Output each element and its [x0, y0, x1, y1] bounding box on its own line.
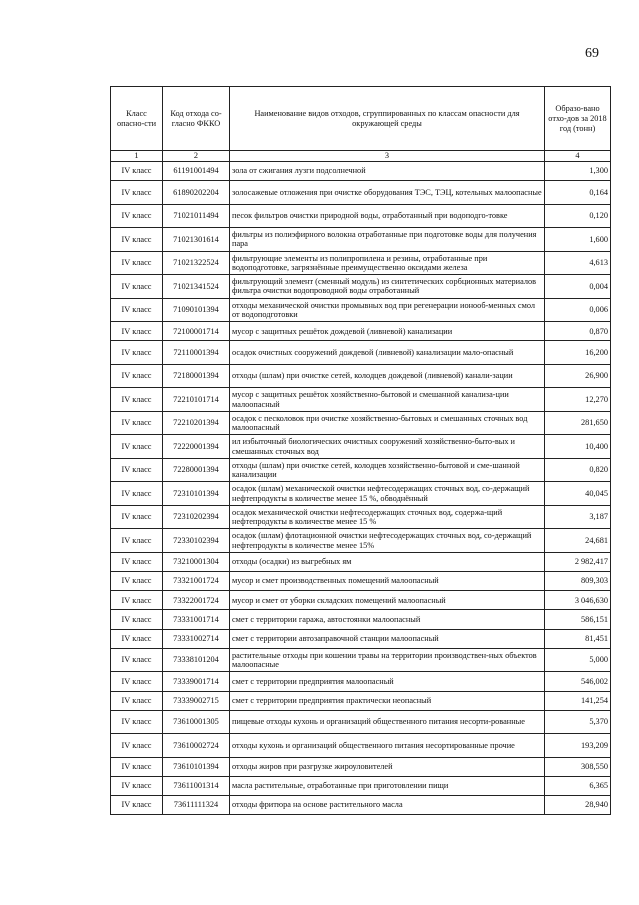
waste-amount-cell: 0,004 [545, 275, 611, 299]
header-name: Наименование видов отходов, сгруппированных по классам опасности для окружающей среды [230, 87, 545, 151]
hazard-class-cell: IV класс [111, 341, 163, 365]
table-row [111, 776, 611, 795]
header-class: Класс опасно-сти [111, 87, 163, 151]
waste-name-cell: мусор с защитных решёток дождевой (ливневой) канализации [230, 322, 545, 341]
table-row [111, 710, 611, 734]
waste-name-cell: пищевые отходы кухонь и организаций общественного питания несорти-рованные [230, 710, 545, 734]
hazard-class-cell: IV класс [111, 181, 163, 205]
table-row [111, 341, 611, 365]
table-row [111, 648, 611, 672]
waste-code-cell: 73339001714 [163, 672, 230, 691]
waste-name-cell: масла растительные, отработанные при приготовлении пищи [230, 776, 545, 795]
waste-name-cell: осадок механической очистки нефтесодержащих сточных вод, содержа-щий нефтепродукты в количестве менее 15 % [230, 505, 545, 529]
waste-code-cell: 61890202204 [163, 181, 230, 205]
hazard-class-cell: IV класс [111, 629, 163, 648]
waste-code-cell: 73611111324 [163, 796, 230, 815]
table-body [111, 162, 611, 815]
column-number: 4 [545, 151, 611, 162]
table-row [111, 275, 611, 299]
waste-name-cell: отходы жиров при разгрузке жироуловителей [230, 757, 545, 776]
hazard-class-cell: IV класс [111, 228, 163, 252]
waste-code-cell: 73321001724 [163, 572, 230, 591]
hazard-class-cell: IV класс [111, 610, 163, 629]
hazard-class-cell: IV класс [111, 796, 163, 815]
table-row [111, 691, 611, 710]
table-row [111, 757, 611, 776]
table-row [111, 322, 611, 341]
waste-name-cell: фильтрующий элемент (сменный модуль) из синтетических сорбционных материалов фильтра очистки водопроводной воды отработанный [230, 275, 545, 299]
waste-code-cell: 73210001304 [163, 552, 230, 571]
hazard-class-cell: IV класс [111, 648, 163, 672]
waste-name-cell: мусор и смет от уборки складских помещений малоопасный [230, 591, 545, 610]
waste-amount-cell: 4,613 [545, 251, 611, 275]
hazard-class-cell: IV класс [111, 204, 163, 228]
waste-amount-cell: 1,600 [545, 228, 611, 252]
waste-code-cell: 72220001394 [163, 435, 230, 459]
waste-name-cell: мусор и смет производственных помещений малоопасный [230, 572, 545, 591]
waste-amount-cell: 0,006 [545, 298, 611, 322]
waste-amount-cell: 308,550 [545, 757, 611, 776]
waste-code-cell: 73611001314 [163, 776, 230, 795]
waste-name-cell: смет с территории гаража, автостоянки малоопасный [230, 610, 545, 629]
waste-amount-cell: 2 982,417 [545, 552, 611, 571]
hazard-class-cell: IV класс [111, 482, 163, 506]
hazard-class-cell: IV класс [111, 322, 163, 341]
hazard-class-cell: IV класс [111, 734, 163, 758]
waste-amount-cell: 0,820 [545, 458, 611, 482]
table-row [111, 364, 611, 388]
waste-name-cell: отходы (шлам) при очистке сетей, колодцев хозяйственно-бытовой и сме-шанной канализации [230, 458, 545, 482]
waste-code-cell: 71090101394 [163, 298, 230, 322]
table-row [111, 228, 611, 252]
waste-name-cell: осадок очистных сооружений дождевой (ливневой) канализации мало-опасный [230, 341, 545, 365]
hazard-class-cell: IV класс [111, 591, 163, 610]
hazard-class-cell: IV класс [111, 364, 163, 388]
table-row [111, 482, 611, 506]
waste-code-cell: 71021301614 [163, 228, 230, 252]
waste-code-cell: 72180001394 [163, 364, 230, 388]
waste-name-cell: осадок (шлам) флотационной очистки нефтесодержащих сточных вод, со-держащий нефтепродукты в количестве менее 15% [230, 529, 545, 553]
table-row [111, 251, 611, 275]
waste-code-cell: 73331002714 [163, 629, 230, 648]
waste-name-cell: ил избыточный биологических очистных сооружений хозяйственно-быто-вых и смешанных сточных вод [230, 435, 545, 459]
waste-name-cell: отходы фритюра на основе растительного масла [230, 796, 545, 815]
waste-code-cell: 73322001724 [163, 591, 230, 610]
header-code: Код отхода со-гласно ФККО [163, 87, 230, 151]
waste-code-cell: 73610101394 [163, 757, 230, 776]
waste-name-cell: смет с территории автозаправочной станции малоопасный [230, 629, 545, 648]
table-row [111, 298, 611, 322]
waste-code-cell: 72100001714 [163, 322, 230, 341]
waste-amount-cell: 12,270 [545, 388, 611, 412]
waste-amount-cell: 26,900 [545, 364, 611, 388]
waste-name-cell: фильтрующие элементы из полипропилена и резины, отработанные при водоподготовке, загрязнённые преимущественно оксидами железа [230, 251, 545, 275]
hazard-class-cell: IV класс [111, 505, 163, 529]
table-header [111, 87, 611, 162]
hazard-class-cell: IV класс [111, 435, 163, 459]
table-row [111, 162, 611, 181]
table-row [111, 734, 611, 758]
waste-name-cell: смет с территории предприятия практически неопасный [230, 691, 545, 710]
waste-name-cell: растительные отходы при кошении травы на территории производствен-ных объектов малоопасные [230, 648, 545, 672]
waste-table [110, 86, 611, 815]
waste-code-cell: 61191001494 [163, 162, 230, 181]
waste-code-cell: 72110001394 [163, 341, 230, 365]
waste-code-cell: 73339002715 [163, 691, 230, 710]
waste-name-cell: зола от сжигания лузги подсолнечной [230, 162, 545, 181]
column-number: 3 [230, 151, 545, 162]
waste-name-cell: песок фильтров очистки природной воды, отработанный при водоподго-товке [230, 204, 545, 228]
waste-code-cell: 72310202394 [163, 505, 230, 529]
table-row [111, 529, 611, 553]
table-row [111, 610, 611, 629]
hazard-class-cell: IV класс [111, 552, 163, 571]
hazard-class-cell: IV класс [111, 776, 163, 795]
table-row [111, 591, 611, 610]
waste-amount-cell: 5,370 [545, 710, 611, 734]
waste-code-cell: 71021341524 [163, 275, 230, 299]
waste-code-cell: 72210101714 [163, 388, 230, 412]
waste-code-cell: 72210201394 [163, 411, 230, 435]
waste-name-cell: отходы (шлам) при очистке сетей, колодцев дождевой (ливневой) канали-зации [230, 364, 545, 388]
waste-amount-cell: 6,365 [545, 776, 611, 795]
table-row [111, 181, 611, 205]
column-number: 1 [111, 151, 163, 162]
table-row [111, 629, 611, 648]
waste-amount-cell: 24,681 [545, 529, 611, 553]
waste-code-cell: 72310101394 [163, 482, 230, 506]
table-row [111, 796, 611, 815]
waste-amount-cell: 0,120 [545, 204, 611, 228]
waste-amount-cell: 16,200 [545, 341, 611, 365]
hazard-class-cell: IV класс [111, 162, 163, 181]
waste-name-cell: осадок (шлам) механической очистки нефтесодержащих сточных вод, со-держащий нефтепродукты в количестве менее 15 %, обводнённый [230, 482, 545, 506]
waste-amount-cell: 141,254 [545, 691, 611, 710]
table-row [111, 505, 611, 529]
waste-name-cell: фильтры из полиэфирного волокна отработанные при подготовке воды для получения пара [230, 228, 545, 252]
hazard-class-cell: IV класс [111, 388, 163, 412]
hazard-class-cell: IV класс [111, 251, 163, 275]
hazard-class-cell: IV класс [111, 691, 163, 710]
header-amount: Образо-вано отхо-дов за 2018 год (тонн) [545, 87, 611, 151]
table-row [111, 411, 611, 435]
waste-amount-cell: 281,650 [545, 411, 611, 435]
column-number: 2 [163, 151, 230, 162]
waste-name-cell: мусор с защитных решёток хозяйственно-бытовой и смешанной канализа-ции малоопасный [230, 388, 545, 412]
waste-code-cell: 72280001394 [163, 458, 230, 482]
table-row [111, 435, 611, 459]
hazard-class-cell: IV класс [111, 572, 163, 591]
hazard-class-cell: IV класс [111, 458, 163, 482]
waste-amount-cell: 5,000 [545, 648, 611, 672]
hazard-class-cell: IV класс [111, 757, 163, 776]
waste-amount-cell: 40,045 [545, 482, 611, 506]
waste-amount-cell: 10,400 [545, 435, 611, 459]
hazard-class-cell: IV класс [111, 275, 163, 299]
waste-amount-cell: 3,187 [545, 505, 611, 529]
waste-code-cell: 73338101204 [163, 648, 230, 672]
waste-amount-cell: 0,870 [545, 322, 611, 341]
waste-code-cell: 71021011494 [163, 204, 230, 228]
waste-code-cell: 73331001714 [163, 610, 230, 629]
waste-amount-cell: 193,209 [545, 734, 611, 758]
waste-amount-cell: 0,164 [545, 181, 611, 205]
waste-amount-cell: 3 046,630 [545, 591, 611, 610]
waste-amount-cell: 1,300 [545, 162, 611, 181]
waste-code-cell: 73610001305 [163, 710, 230, 734]
waste-amount-cell: 81,451 [545, 629, 611, 648]
waste-code-cell: 73610002724 [163, 734, 230, 758]
page-number: 69 [585, 46, 599, 61]
hazard-class-cell: IV класс [111, 298, 163, 322]
waste-amount-cell: 28,940 [545, 796, 611, 815]
waste-amount-cell: 546,002 [545, 672, 611, 691]
waste-name-cell: отходы кухонь и организаций общественного питания несортированные прочие [230, 734, 545, 758]
waste-amount-cell: 809,303 [545, 572, 611, 591]
table-row [111, 204, 611, 228]
hazard-class-cell: IV класс [111, 529, 163, 553]
table-row [111, 388, 611, 412]
hazard-class-cell: IV класс [111, 411, 163, 435]
table-row [111, 552, 611, 571]
waste-code-cell: 72330102394 [163, 529, 230, 553]
waste-code-cell: 71021322524 [163, 251, 230, 275]
waste-name-cell: осадок с песколовок при очистке хозяйственно-бытовых и смешанных сточных вод малоопасный [230, 411, 545, 435]
waste-amount-cell: 586,151 [545, 610, 611, 629]
hazard-class-cell: IV класс [111, 672, 163, 691]
table-row [111, 672, 611, 691]
table-row [111, 458, 611, 482]
waste-name-cell: отходы механической очистки промывных вод при регенерации ионооб-менных смол от водоподготовки [230, 298, 545, 322]
waste-name-cell: золосажевые отложения при очистке оборудования ТЭС, ТЭЦ, котельных малоопасные [230, 181, 545, 205]
table-row [111, 572, 611, 591]
hazard-class-cell: IV класс [111, 710, 163, 734]
waste-name-cell: отходы (осадки) из выгребных ям [230, 552, 545, 571]
waste-name-cell: смет с территории предприятия малоопасный [230, 672, 545, 691]
